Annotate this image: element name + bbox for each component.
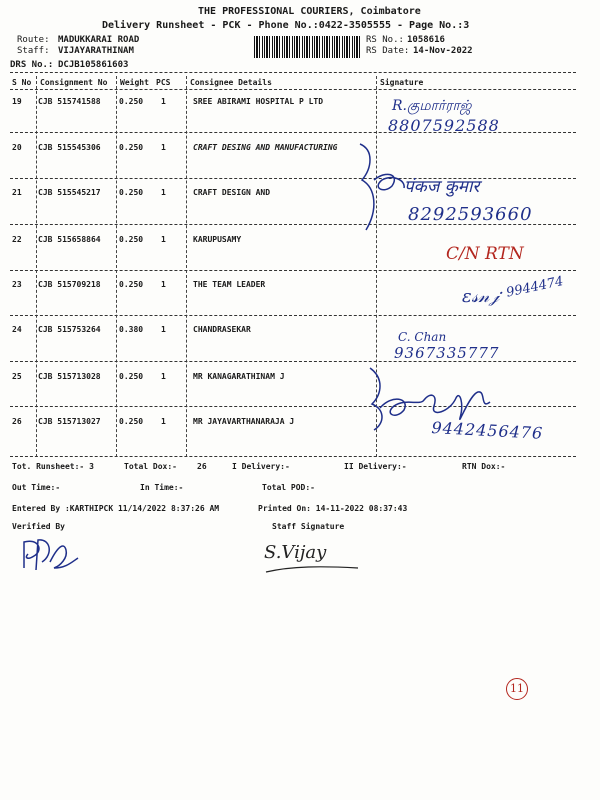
row-rule <box>10 315 576 316</box>
row-rule <box>10 178 576 179</box>
row-consignee: SREE ABIRAMI HOSPITAL P LTD <box>193 97 324 106</box>
row-sno: 26 <box>12 417 22 426</box>
table-header-rule <box>10 89 576 90</box>
row-sno: 21 <box>12 188 22 197</box>
row-pcs: 1 <box>161 143 166 152</box>
row-consignee: CRAFT DESING AND MANUFACTURING <box>193 143 338 152</box>
rtn-dox: RTN Dox:- <box>462 462 506 471</box>
scribble-initials: ɛ𝓈𝓃𝒿 <box>462 286 500 307</box>
handwritten-phone: 8807592588 <box>388 116 500 135</box>
row-consignee: CRAFT DESIGN AND <box>193 188 271 197</box>
col-header-pcs: PCS <box>156 78 171 87</box>
verified-signature <box>14 532 84 576</box>
ii-delivery: II Delivery:- <box>344 462 407 471</box>
staff-value: VIJAYARATHINAM <box>58 46 134 56</box>
row-weight: 0.250 <box>119 417 144 426</box>
table-row <box>0 143 600 188</box>
row-consignment: CJB 515753264 <box>38 325 101 334</box>
printed-on: Printed On: 14-11-2022 08:37:43 <box>258 504 408 513</box>
row-consignee: CHANDRASEKAR <box>193 325 251 334</box>
table-row <box>0 97 600 142</box>
row-consignee: MR KANAGARATHINAM J <box>193 372 285 381</box>
row-sno: 24 <box>12 325 22 334</box>
rs-date-label: RS Date: <box>366 46 410 56</box>
table-row <box>0 372 600 417</box>
staff-label: Staff: <box>17 46 50 56</box>
row-pcs: 1 <box>161 372 166 381</box>
handwritten-name: R.குமார்ராஜ் <box>392 98 472 114</box>
out-time: Out Time:- <box>12 483 61 492</box>
row-sno: 23 <box>12 280 22 289</box>
row-consignee: THE TEAM LEADER <box>193 280 266 289</box>
total-dox-value: 26 <box>197 462 207 471</box>
row-rule <box>10 270 576 271</box>
table-row <box>0 325 600 370</box>
row-consignment: CJB 515545217 <box>38 188 101 197</box>
row-consignment: CJB 515545306 <box>38 143 101 152</box>
row-consignment: CJB 515658864 <box>38 235 101 244</box>
row-weight: 0.250 <box>119 188 144 197</box>
table-top-rule <box>10 72 576 73</box>
row-weight: 0.250 <box>119 97 144 106</box>
col-header-sno: S No <box>12 78 32 87</box>
row-sno: 20 <box>12 143 22 152</box>
col-header-consignee: Consignee Details <box>190 78 272 87</box>
row-pcs: 1 <box>161 280 166 289</box>
col-header-consignment: Consignment No <box>40 78 108 87</box>
verified-by-label: Verified By <box>12 522 65 531</box>
row-pcs: 1 <box>161 97 166 106</box>
row-consignment: CJB 515713028 <box>38 372 101 381</box>
row-consignment: CJB 515709218 <box>38 280 101 289</box>
row-consignment: CJB 515741588 <box>38 97 101 106</box>
entered-by: Entered By :KARTHIPCK 11/14/2022 8:37:26 AM <box>12 504 220 513</box>
handwritten-name: C. Chan <box>398 330 447 344</box>
row-consignment: CJB 515713027 <box>38 417 101 426</box>
tot-runsheet: Tot. Runsheet:- 3 <box>12 462 94 471</box>
table-bottom-rule <box>10 456 576 457</box>
row-consignee: KARUPUSAMY <box>193 235 242 244</box>
staff-signature-label: Staff Signature <box>272 522 345 531</box>
total-dox-label: Total Dox:- <box>124 462 177 471</box>
drs-label: DRS No.: <box>10 60 54 70</box>
row-consignee: MR JAYAVARTHANARAJA J <box>193 417 295 426</box>
staff-signature: S.Vijay <box>264 542 327 563</box>
return-note: C/N RTN <box>446 244 524 264</box>
row-pcs: 1 <box>161 235 166 244</box>
handwritten-name: पंकज कुमार <box>404 177 480 197</box>
barcode <box>254 36 360 58</box>
in-time: In Time:- <box>140 483 184 492</box>
row-weight: 0.250 <box>119 280 144 289</box>
handwritten-phone: 9442456476 <box>431 418 544 443</box>
row-weight: 0.250 <box>119 143 144 152</box>
drs-value: DCJB105861603 <box>58 60 129 70</box>
handwritten-phone: 9944474 <box>505 273 565 301</box>
rs-no-value: 1058616 <box>407 35 445 45</box>
rs-no-label: RS No.: <box>366 35 404 45</box>
handwritten-phone: 9367335777 <box>394 344 500 362</box>
page-mark: 11 <box>506 678 528 700</box>
row-sno: 22 <box>12 235 22 244</box>
route-value: MADUKKARAI ROAD <box>58 35 140 45</box>
total-pod: Total POD:- <box>262 483 315 492</box>
i-delivery: I Delivery:- <box>232 462 290 471</box>
row-pcs: 1 <box>161 417 166 426</box>
runsheet-subtitle: Delivery Runsheet - PCK - Phone No.:0422-3505555 - Page No.:3 <box>102 20 470 31</box>
row-weight: 0.250 <box>119 372 144 381</box>
signature-underline <box>262 562 362 578</box>
col-header-signature: Signature <box>380 78 424 87</box>
col-header-weight: Weight <box>120 78 149 87</box>
signature-bracket <box>352 140 412 235</box>
row-sno: 19 <box>12 97 22 106</box>
rs-date-value: 14-Nov-2022 <box>413 46 473 56</box>
company-title: THE PROFESSIONAL COURIERS, Coimbatore <box>198 6 421 17</box>
row-weight: 0.250 <box>119 235 144 244</box>
route-label: Route: <box>17 35 50 45</box>
row-pcs: 1 <box>161 188 166 197</box>
row-pcs: 1 <box>161 325 166 334</box>
handwritten-phone: 8292593660 <box>408 204 533 225</box>
row-sno: 25 <box>12 372 22 381</box>
row-weight: 0.380 <box>119 325 144 334</box>
